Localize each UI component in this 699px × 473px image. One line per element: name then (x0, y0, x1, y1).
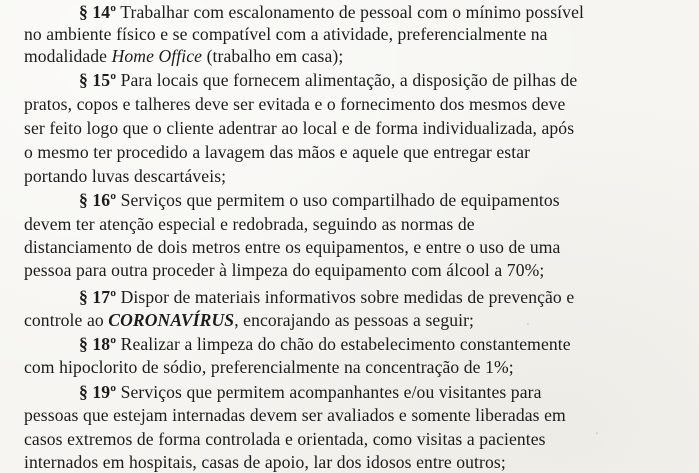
paragraph-17-line-2 (24, 309, 474, 331)
section-19-text: Serviços que permitem acompanhantes e/ou visitantes para (120, 382, 542, 402)
line-text: , encorajando as pessoas a seguir; (234, 310, 475, 330)
paragraph-19-line-3: casos extremos de forma controlada e orientada, como visitas a pacientes (24, 429, 546, 449)
coronavirus-emphasis: CORONAVÍRUS (108, 310, 235, 330)
paragraph-19-line-1 (79, 381, 541, 403)
paragraph-15-line-1 (79, 69, 577, 91)
section-15-text: Para locais que fornecem alimentação, a disposição de pilhas de (120, 70, 578, 90)
paragraph-15-line-4: o mesmo ter procedido a lavagem das mãos e aquele que entregar estar (24, 142, 531, 162)
paragraph-16-line-3: distanciamento de dois metros entre os equipamentos, e entre o uso de uma (24, 237, 561, 257)
line-text: controle ao (24, 310, 109, 330)
scan-speck: ‧ (595, 427, 599, 441)
paragraph-15-line-2: pratos, copos e talheres deve ser evitada e o fornecimento dos mesmos deve (24, 94, 566, 114)
paragraph-16-line-1 (79, 189, 560, 211)
paragraph-19-line-2: pessoas que estejam internadas devem ser avaliados e somente liberadas em (24, 405, 566, 425)
paragraph-16-line-2: devem ter atenção especial e redobrada, seguindo as normas de (24, 214, 475, 234)
scan-speck: ‧ (526, 318, 530, 332)
section-14-text: Trabalhar com escalonamento de pessoal com o mínimo possível (120, 2, 584, 22)
section-17-text: Dispor de materiais informativos sobre medidas de prevenção e (120, 287, 575, 307)
paragraph-18-line-1 (79, 333, 571, 355)
section-16-text: Serviços que permitem o uso compartilhado de equipamentos (120, 190, 560, 210)
section-17-label: § 17º (79, 287, 117, 307)
section-19-label: § 19º (79, 382, 117, 402)
paragraph-18-line-2: com hipoclorito de sódio, preferencialmente na concentração de 1%; (24, 357, 514, 377)
section-15-label: § 15º (79, 70, 117, 90)
section-16-label: § 16º (79, 190, 117, 210)
section-18-label: § 18º (79, 334, 117, 354)
paragraph-14-line-3 (24, 45, 343, 67)
section-18-text: Realizar a limpeza do chão do estabelecimento constantemente (120, 334, 571, 354)
paragraph-14-line-2: no ambiente físico e se compatível com a atividade, preferencialmente na (24, 24, 548, 44)
line-text: (trabalho em casa); (202, 46, 344, 66)
paragraph-15-line-3: ser feito logo que o cliente adentrar ao local e de forma individualizada, após (24, 118, 575, 138)
paragraph-17-line-1 (79, 286, 574, 308)
section-14-label: § 14º (79, 2, 117, 22)
line-text: modalidade (24, 46, 112, 66)
paragraph-16-line-4: pessoa para outra proceder à limpeza do equipamento com álcool a 70%; (24, 260, 545, 280)
home-office-italic: Home Office (111, 46, 203, 66)
paragraph-19-line-4: internados em hospitais, casas de apoio, lar dos idosos entre outros; (24, 452, 506, 472)
paragraph-15-line-5: portando luvas descartáveis; (24, 166, 227, 186)
paragraph-14-line-1 (79, 1, 584, 23)
